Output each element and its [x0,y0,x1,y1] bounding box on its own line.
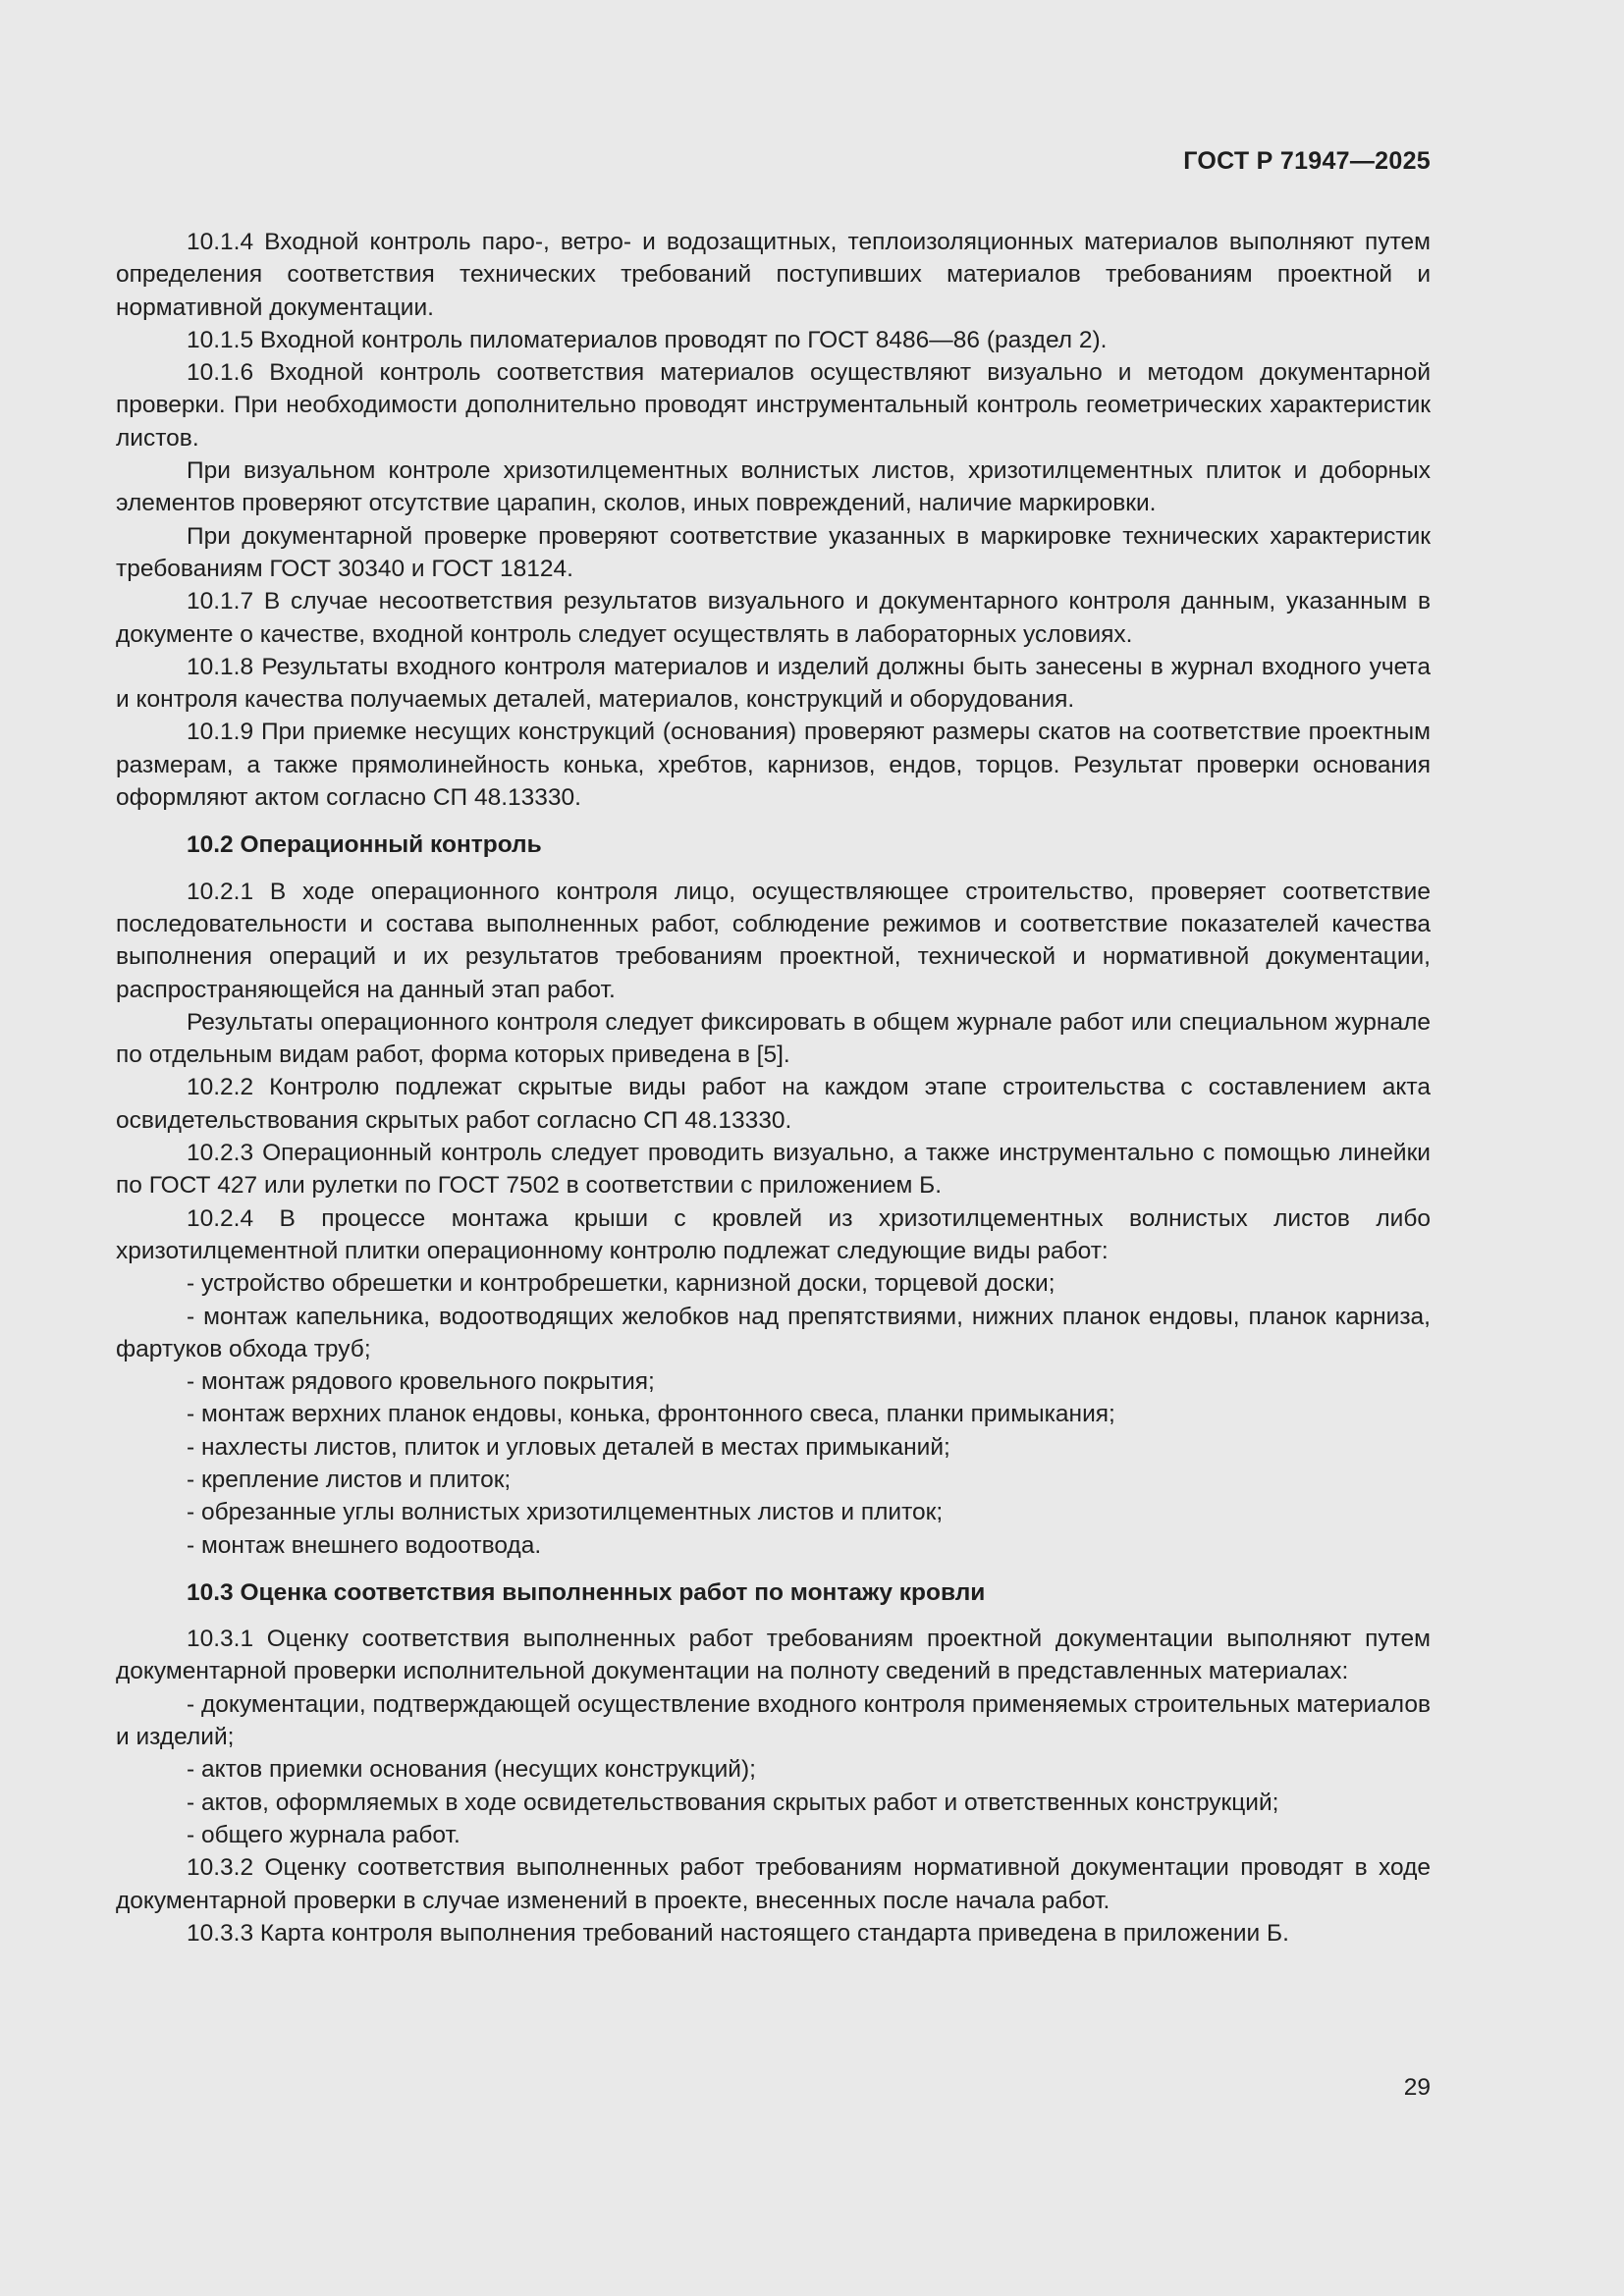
list-item: - документации, подтверждающей осуществление входного контроля применяемых строительных материалов и изделий; [116,1690,1431,1751]
paragraph-10-2-3: 10.2.3 Операционный контроль следует проводить визуально, а также инструментально с помощью линейки по ГОСТ 427 или рулетки по ГОСТ 7502 в соответствии с приложением Б. [116,1140,1431,1200]
paragraph-10-1-6: 10.1.6 Входной контроль соответствия материалов осуществляют визуально и методом документарной проверки. При необходимости дополнительно проводят инструментальный контроль геометрических характеристик листов. [116,359,1431,452]
list-item: - монтаж верхних планок ендовы, конька, фронтонного свеса, планки примыкания; [187,1401,1115,1428]
list-item: - монтаж капельника, водоотводящих желобков над препятствиями, нижних планок ендовы, планок карниза, фартуков обхода труб; [116,1303,1431,1362]
list-item: - общего журнала работ. [187,1821,460,1848]
list-item: - монтаж внешнего водоотвода. [187,1531,542,1559]
page-body [116,226,1431,1949]
paragraph-10-2-1: 10.2.1 В ходе операционного контроля лицо, осуществляющее строительство, проверяет соответствие последовательности и состава выполненных работ, соблюдение режимов и соответствие показателей качества выполнения операций и их результатов требованиям проектной, технической и нормативной документации, распространяющейся на данный этап работ. [116,878,1431,1003]
paragraph-10-1-5: 10.1.5 Входной контроль пиломатериалов проводят по ГОСТ 8486—86 (раздел 2). [187,326,1108,353]
section-heading-10-2: 10.2 Операционный контроль [187,831,542,859]
list-item: - актов приемки основания (несущих конструкций); [187,1756,756,1784]
paragraph-10-2-2: 10.2.2 Контролю подлежат скрытые виды работ на каждом этапе строительства с составлением акта освидетельствования скрытых работ согласно СП 48.13330. [116,1074,1431,1134]
paragraph-10-1-8: 10.1.8 Результаты входного контроля материалов и изделий должны быть занесены в журнал входного учета и контроля качества получаемых деталей, материалов, конструкций и оборудования. [116,653,1431,714]
page-number: 29 [1403,2074,1431,2101]
paragraph-visual-control: При визуальном контроле хризотилцементных волнистых листов, хризотилцементных плиток и доборных элементов проверяют отсутствие царапин, сколов, иных повреждений, наличие маркировки. [116,457,1431,517]
list-item: - актов, оформляемых в ходе освидетельствования скрытых работ и ответственных конструкций; [187,1789,1279,1816]
list-item: - обрезанные углы волнистых хризотилцементных листов и плиток; [187,1499,944,1526]
list-item: - крепление листов и плиток; [187,1466,512,1493]
list-item: - нахлесты листов, плиток и угловых деталей в местах примыканий; [187,1433,950,1461]
paragraph-operational-results: Результаты операционного контроля следует фиксировать в общем журнале работ или специальном журнале по отдельным видам работ, форма которых приведена в [5]. [116,1008,1431,1069]
paragraph-10-3-2: 10.3.2 Оценку соответствия выполненных работ требованиям нормативной документации проводят в ходе документарной проверки в случае изменений в проекте, внесенных после начала работ. [116,1854,1431,1914]
paragraph-document-check: При документарной проверке проверяют соответствие указанных в маркировке технических характеристик требованиям ГОСТ 30340 и ГОСТ 18124. [116,522,1431,582]
paragraph-10-3-1: 10.3.1 Оценку соответствия выполненных работ требованиям проектной документации выполняют путем документарной проверки исполнительной документации на полноту сведений в представленных материалах: [116,1626,1431,1685]
list-item: - устройство обрешетки и контробрешетки, карнизной доски, торцевой доски; [187,1270,1056,1298]
paragraph-10-1-9: 10.1.9 При приемке несущих конструкций (основания) проверяют размеры скатов на соответствие проектным размерам, а также прямолинейность конька, хребтов, карнизов, ендов, торцов. Результат проверки основания оформляют актом согласно СП 48.13330. [116,719,1431,812]
section-heading-10-3: 10.3 Оценка соответствия выполненных работ по монтажу кровли [187,1578,986,1606]
paragraph-10-1-4: 10.1.4 Входной контроль паро-, ветро- и водозащитных, теплоизоляционных материалов выполняют путем определения соответствия технических требований поступивших материалов требованиям проектной и нормативной документации. [116,229,1431,321]
paragraph-10-2-4: 10.2.4 В процессе монтажа крыши с кровлей из хризотилцементных волнистых листов либо хризотилцементной плитки операционному контролю подлежат следующие виды работ: [116,1204,1431,1264]
paragraph-10-1-7: 10.1.7 В случае несоответствия результатов визуального и документарного контроля данным, указанным в документе о качестве, входной контроль следует осуществлять в лабораторных условиях. [116,588,1431,648]
paragraph-10-3-3: 10.3.3 Карта контроля выполнения требований настоящего стандарта приведена в приложении Б. [187,1919,1289,1947]
list-item: - монтаж рядового кровельного покрытия; [187,1368,655,1396]
standard-designation: ГОСТ Р 71947—2025 [1183,147,1431,175]
